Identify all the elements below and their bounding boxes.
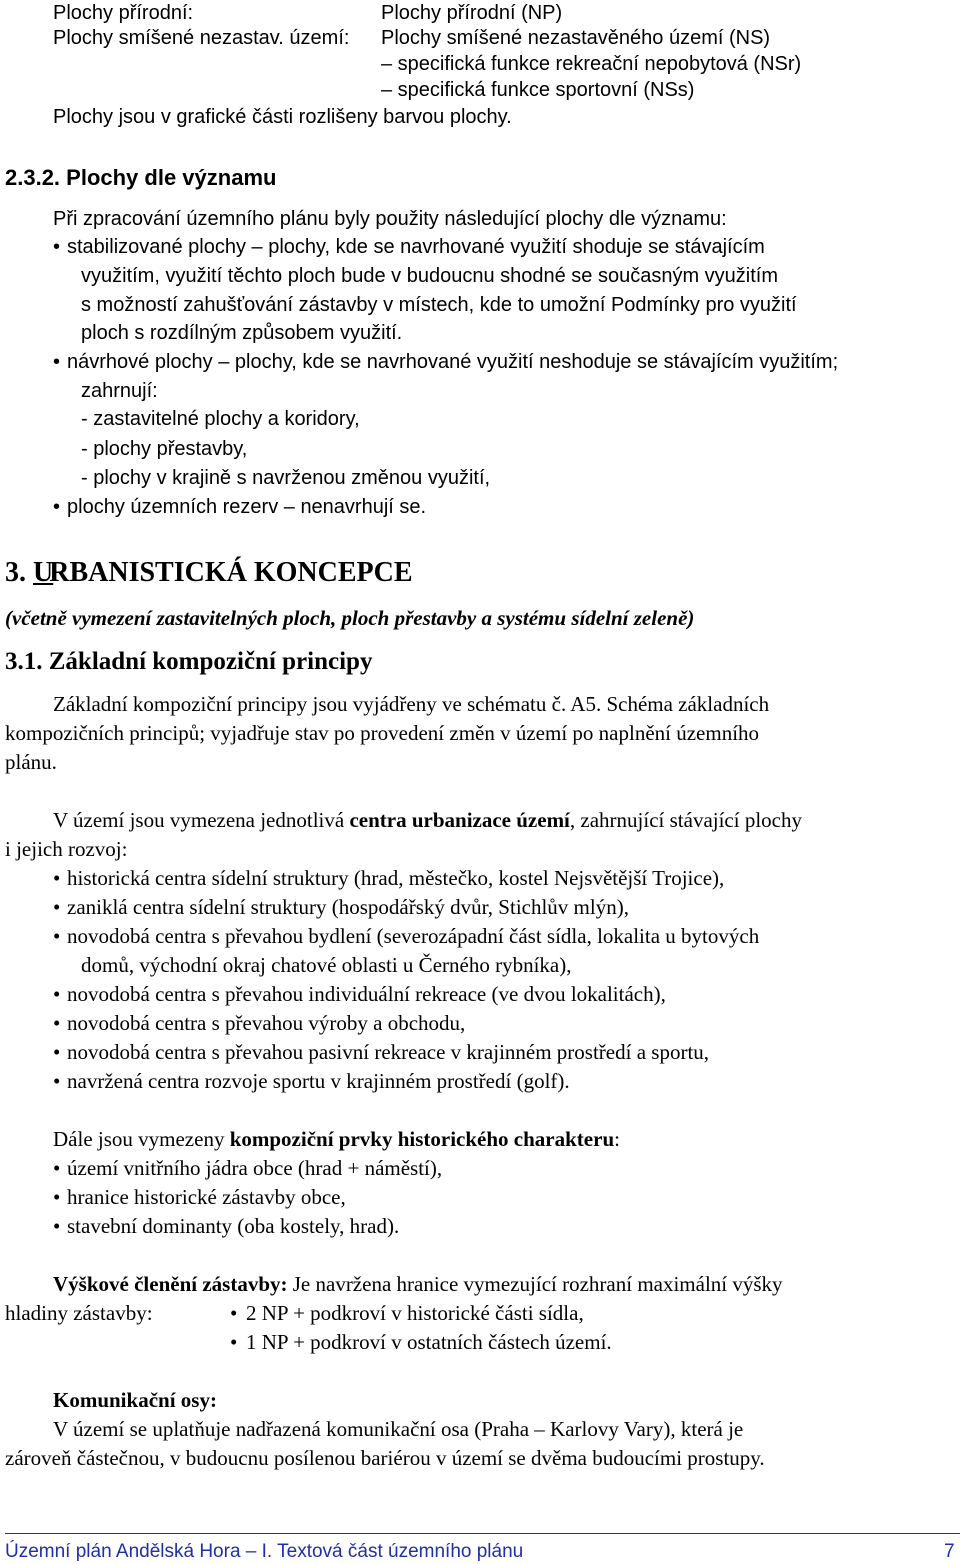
dash-item: - plochy přestavby, [81, 438, 248, 460]
section-heading-2-3-2: 2.3.2. Plochy dle významu [5, 165, 277, 190]
bold-term: Komunikační osy: [53, 1388, 217, 1412]
bold-term: kompoziční prvky historického charakteru [229, 1127, 615, 1151]
text-span: , zahrnující stávající plochy [569, 808, 802, 832]
bullet-text: stabilizované plochy – plochy, kde se navrhované využití shoduje se stávajícím [67, 236, 765, 258]
paragraph-line: kompozičních principů; vyjadřuje stav po provedení změn v území po naplnění územního [5, 721, 760, 745]
bullet-text: 1 NP + podkroví v ostatních částech území. [246, 1330, 612, 1354]
bullet-text: novodobá centra s převahou pasivní rekreace v krajinném prostředí a sportu, [67, 1040, 710, 1064]
bullet-text-cont: s možností zahušťování zástavby v místech, kde to umožní Podmínky pro využití [81, 294, 797, 316]
bullet-icon: • [53, 1156, 61, 1180]
bullet-text: novodobá centra s převahou individuální rekreace (ve dvou lokalitách), [67, 982, 666, 1006]
bullet-icon: • [230, 1301, 238, 1325]
paragraph-line: Základní kompoziční principy jsou vyjádřeny ve schématu č. A5. Schéma základních [53, 692, 770, 716]
text-span: : [614, 1127, 620, 1151]
bullet-text: hranice historické zástavby obce, [67, 1185, 346, 1209]
footer-doc-title: Územní plán Andělská Hora – I. Textová část územního plánu [5, 1541, 524, 1562]
top-list-note: Plochy jsou v grafické části rozlišeny barvou plochy. [53, 106, 512, 128]
bullet-text: zaniklá centra sídelní struktury (hospodářský dvůr, Stichlův mlýn), [67, 895, 629, 919]
page-number: 7 [944, 1541, 955, 1562]
text-span: Je navržena hranice vymezující rozhraní maximální výšky [287, 1272, 783, 1296]
top-list-value-3: – specifická funkce rekreační nepobytová (NSr) [381, 53, 802, 75]
bullet-icon: • [53, 1069, 61, 1093]
bullet-icon: • [53, 895, 61, 919]
bullet-text: území vnitřního jádra obce (hrad + náměstí), [67, 1156, 443, 1180]
bullet-icon: • [53, 924, 61, 948]
bold-term: Výškové členění zástavby: [53, 1272, 288, 1296]
bullet-text-cont: využitím, využití těchto ploch bude v budoucnu shodné se současným využitím [81, 265, 779, 287]
paragraph-line: hladiny zástavby: [5, 1301, 153, 1325]
paragraph-line: V území se uplatňuje nadřazená komunikační osa (Praha – Karlovy Vary), která je [53, 1417, 744, 1441]
dash-item: - plochy v krajině s navrženou změnou využití, [81, 467, 491, 489]
bullet-icon: • [53, 866, 61, 890]
bullet-icon: • [53, 1214, 61, 1238]
top-list-value-2: Plochy smíšené nezastavěného území (NS) [381, 27, 771, 49]
bullet-text-cont: ploch s rozdílným způsobem využití. [81, 322, 403, 344]
dash-item: - zastavitelné plochy a koridory, [81, 408, 360, 430]
section-number: 3. [5, 557, 26, 588]
paragraph-line: i jejich rozvoj: [5, 837, 128, 861]
paragraph-line [53, 807, 802, 833]
bullet-text: plochy územních rezerv – nenavrhují se. [67, 496, 427, 518]
bullet-icon: • [53, 236, 61, 258]
footer-divider [5, 1533, 960, 1534]
section-heading-3 [5, 556, 413, 590]
bullet-text: novodobá centra s převahou bydlení (severozápadní část sídla, lokalita u bytových [67, 924, 760, 948]
section-title-rest: RBANISTICKÁ KONCEPCE [49, 557, 413, 588]
bullet-text: historická centra sídelní struktury (hrad, městečko, kostel Nejsvětější Trojice), [67, 866, 725, 890]
paragraph-line: zároveň částečnou, v budoucnu posílenou bariérou v území se dvěma budoucími prostupy. [5, 1446, 765, 1470]
text-span: Dále jsou vymezeny [53, 1127, 230, 1151]
bullet-text: stavební dominanty (oba kostely, hrad). [67, 1214, 400, 1238]
section-title-initial: U [33, 557, 54, 588]
section-subtitle: (včetně vymezení zastavitelných ploch, ploch přestavby a systému sídelní zeleně) [5, 606, 695, 630]
top-list-value-1: Plochy přírodní (NP) [381, 2, 563, 24]
bullet-text-cont: zahrnují: [81, 380, 158, 402]
paragraph-line [53, 1126, 620, 1152]
bullet-icon: • [53, 1040, 61, 1064]
text-span: V území jsou vymezena jednotlivá [53, 808, 350, 832]
bullet-icon: • [53, 982, 61, 1006]
paragraph-line: plánu. [5, 750, 57, 774]
section-2-3-2-intro: Při zpracování územního plánu byly použity následující plochy dle významu: [53, 208, 727, 230]
bullet-icon: • [53, 1011, 61, 1035]
bullet-text: návrhové plochy – plochy, kde se navrhované využití neshoduje se stávajícím využitím; [67, 351, 839, 373]
bullet-text: 2 NP + podkroví v historické části sídla, [246, 1301, 584, 1325]
bullet-text-cont: domů, východní okraj chatové oblasti u Černého rybníka), [81, 953, 572, 977]
section-heading-3-1: 3.1. Základní kompoziční principy [5, 648, 373, 675]
top-list-label-2: Plochy smíšené nezastav. území: [53, 27, 350, 49]
bullet-icon: • [53, 496, 61, 518]
bullet-icon: • [53, 351, 61, 373]
bold-term: centra urbanizace území [349, 808, 570, 832]
bullet-icon: • [53, 1185, 61, 1209]
top-list-label-1: Plochy přírodní: [53, 2, 194, 24]
bullet-icon: • [230, 1330, 238, 1354]
paragraph-line [53, 1271, 783, 1297]
top-list-value-4: – specifická funkce sportovní (NSs) [381, 79, 695, 101]
bullet-text: novodobá centra s převahou výroby a obchodu, [67, 1011, 466, 1035]
bullet-text: navržená centra rozvoje sportu v krajinném prostředí (golf). [67, 1069, 570, 1093]
